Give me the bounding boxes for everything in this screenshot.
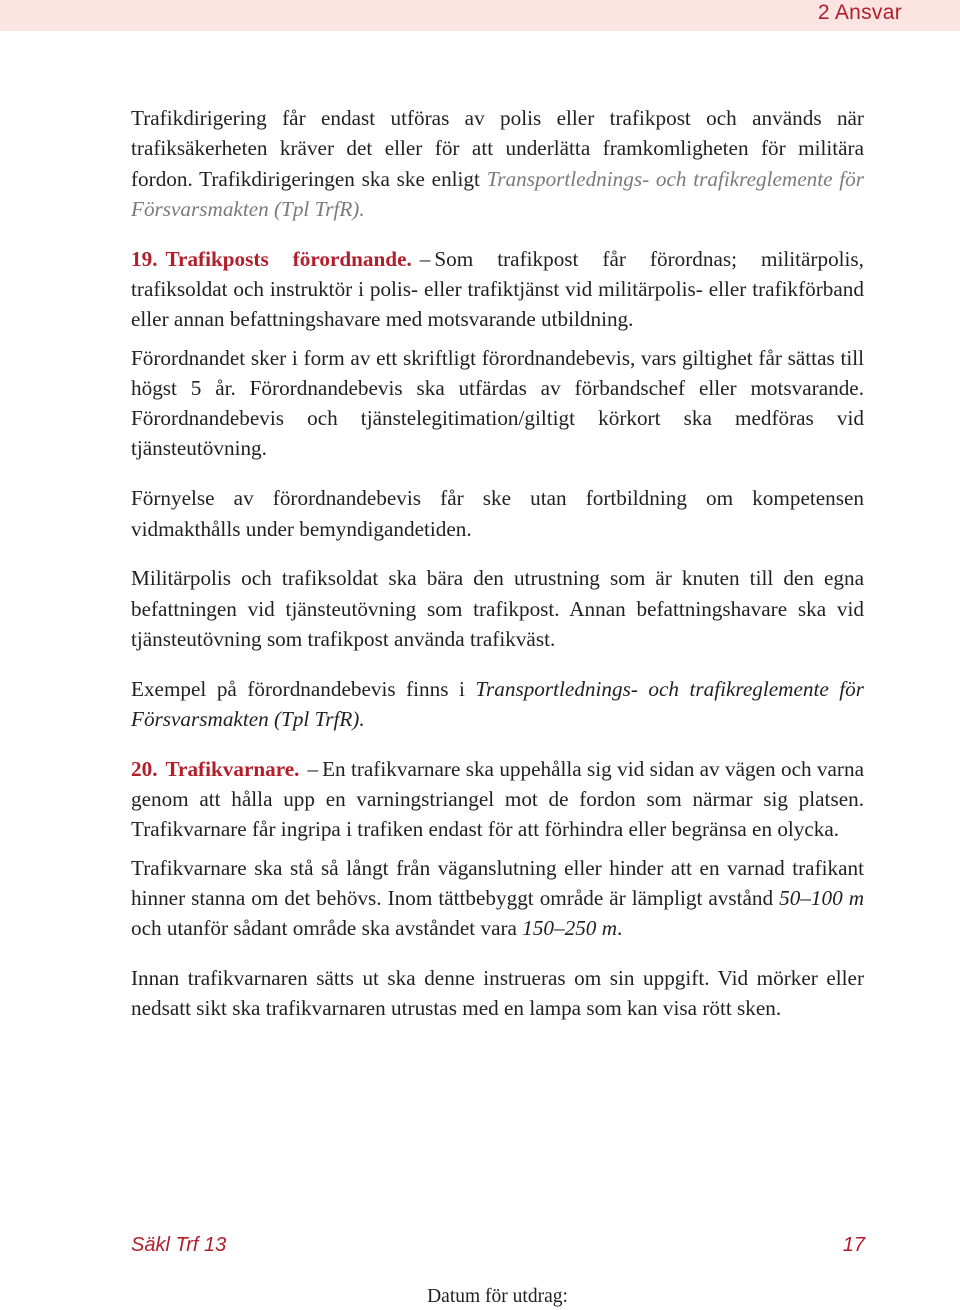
section-19-paragraph-2: Förordnandet sker i form av ett skriftligt förordnandebevis, vars giltighet får sättas till högst 5 år. Förordnandebevis ska utfärdas av förbandschef eller motsvarande. Förordnandebevis och tjänstelegitimation/giltigt körkort ska medföras vid tjänsteutövning. bbox=[131, 345, 864, 461]
section-19-number: 19. bbox=[131, 246, 158, 271]
distance-rural: 150–250 m bbox=[522, 916, 617, 941]
section-20-title: Trafikvarnare. bbox=[165, 756, 300, 781]
section-20-number: 20. bbox=[131, 756, 158, 781]
intro-paragraph bbox=[131, 103, 864, 224]
body-text bbox=[131, 103, 864, 1043]
section-19-dash: – bbox=[419, 246, 431, 271]
section-19-title: Trafikposts förordnande. bbox=[165, 246, 412, 271]
section-20-dash: – bbox=[307, 756, 319, 781]
distance-urban: 50–100 m bbox=[779, 886, 864, 911]
section-19-paragraph-5 bbox=[131, 674, 864, 735]
section-19-paragraph-3: Förnyelse av förordnandebevis får ske utan fortbildning om kompetensen vidmakthålls under bemyndigandetiden. bbox=[131, 486, 864, 541]
section-19-reference: Transportlednings- och trafikreglemente för Försvarsmakten (Tpl TrfR). bbox=[131, 676, 864, 732]
header-band bbox=[0, 0, 960, 31]
intro-text: Trafikdirigering får endast utföras av polis eller trafikpost och används när trafiksäkerheten kräver det eller för att underlätta framkomligheten för militära fordon. Trafikdirigeringen ska ske enligt bbox=[131, 106, 864, 191]
footer-page-number: 17 bbox=[842, 1234, 865, 1256]
section-20-paragraph-3: Innan trafikvarnaren sätts ut ska denne instrueras om sin uppgift. Vid mörker eller nedsatt sikt ska trafikvarnaren utrustas med en lampa som kan visa rött sken. bbox=[131, 966, 864, 1021]
footer-document-id: Säkl Trf 13 bbox=[131, 1234, 227, 1256]
section-20-text-2b: och utanför sådant område ska avståndet vara bbox=[131, 916, 523, 941]
section-20-text-1: En trafikvarnare ska uppehålla sig vid sidan av vägen och varna genom att hålla upp en varningstriangel mot de fordon som närmar sig platsen. Trafikvarnare får ingripa i trafiken endast för att förhindra eller begränsa en olycka. bbox=[131, 756, 864, 842]
section-20-text-2-end: . bbox=[617, 916, 623, 941]
section-label: 2 Ansvar bbox=[817, 1, 902, 24]
section-19-paragraph-1 bbox=[131, 244, 864, 335]
section-20-paragraph-2 bbox=[131, 853, 864, 944]
section-20-paragraph-1 bbox=[131, 754, 864, 845]
section-19-text-1: Som trafikpost får förordnas; militärpolis, trafiksoldat och instruktör i polis- eller trafiktjänst vid militärpolis- eller trafikförband eller annan befattningshavare med motsvarande utbildning. bbox=[131, 246, 864, 332]
section-20-text-2a: Trafikvarnare ska stå så långt från väganslutning eller hinder att en varnad trafikant hinner stanna om det behövs. Inom tättbebyggt område är lämpligt avstånd bbox=[131, 855, 864, 911]
print-date-label: Datum för utdrag: bbox=[427, 1286, 568, 1307]
section-19-text-5: Exempel på förordnandebevis finns i bbox=[131, 676, 476, 701]
intro-reference: Transportlednings- och trafikreglemente för Försvarsmakten (Tpl TrfR). bbox=[131, 166, 864, 221]
section-19-paragraph-4: Militärpolis och trafiksoldat ska bära den utrustning som är knuten till den egna befattningen vid tjänsteutövning som trafikpost. Annan befattningshavare ska vid tjänsteutövning som trafikpost använda trafikväst. bbox=[131, 566, 864, 651]
